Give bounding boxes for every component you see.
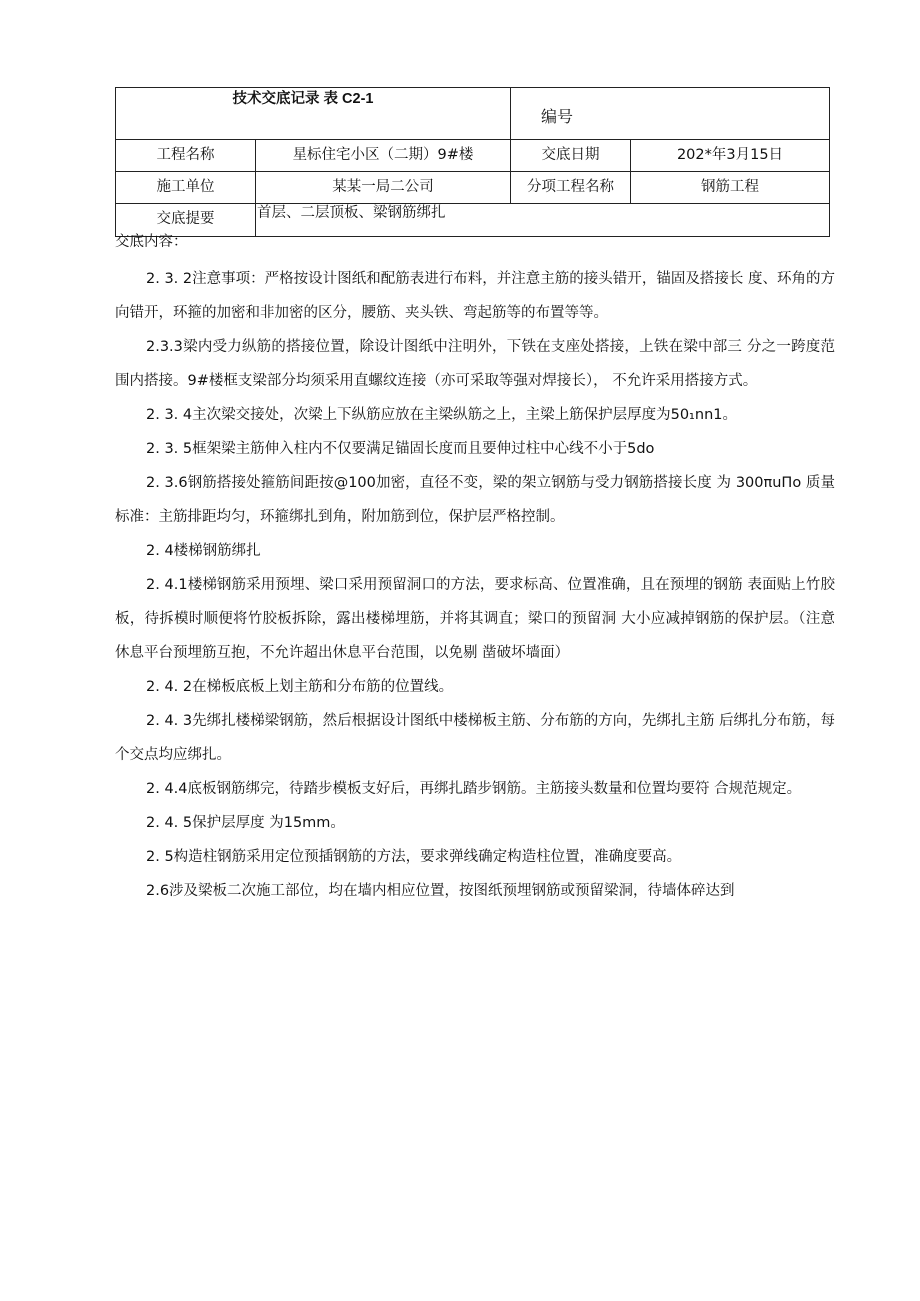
- paragraph: 2. 5构造柱钢筋采用定位预插钢筋的方法，要求弹线确定构造柱位置，准确度要高。: [146, 849, 682, 865]
- disclosure-content: [115, 262, 835, 908]
- paragraph: 2. 3. 5框架梁主筋伸入柱内不仅要满足锚固长度而且要伸过柱中心线不小于5do: [146, 441, 655, 457]
- paragraph: 2. 3.6钢筋搭接处箍筋间距按@100加密，直径不变，梁的架立钢筋与受力钢筋搭接长度 为 300πuΠo 质量标准：主筋排距均匀，环箍绑扎到角，附加筋到位，保护层严格控制。: [115, 475, 835, 525]
- date-label: 交底日期: [511, 140, 631, 172]
- disclosure-header-table: [115, 87, 830, 237]
- unit-label: 施工单位: [116, 172, 256, 204]
- paragraph: 2. 4. 3先绑扎楼梯梁钢筋，然后根据设计图纸中楼梯板主筋、分布筋的方向，先绑扎主筋 后绑扎分布筋，每个交点均应绑扎。: [115, 713, 835, 763]
- subproject-value: 钢筋工程: [631, 172, 830, 204]
- paragraph: 2. 4. 5保护层厚度 为15mm。: [146, 815, 345, 831]
- subproject-label: 分项工程名称: [511, 172, 631, 204]
- paragraph: 2.6涉及梁板二次施工部位，均在墙内相应位置，按图纸预埋钢筋或预留梁洞，待墙体碎达到: [146, 883, 735, 899]
- date-value: 202*年3月15日: [631, 140, 830, 172]
- form-title: 技术交底记录 表 C2-1: [116, 88, 511, 140]
- content-heading: 交底内容：: [115, 234, 188, 250]
- paragraph: 2. 4楼梯钢筋绑扎: [146, 543, 261, 559]
- paragraph: 2. 3. 2注意事项：严格按设计图纸和配筋表进行布料，并注意主筋的接头错开，锚固及搭接长 度、环角的方向错开，环箍的加密和非加密的区分，腰筋、夹头铁、弯起筋等的布置等等。: [115, 271, 835, 321]
- paragraph: 2. 4. 2在梯板底板上划主筋和分布筋的位置线。: [146, 679, 454, 695]
- code-label: 编号: [511, 88, 830, 140]
- summary-label: 交底提要: [116, 204, 256, 237]
- paragraph: 2. 3. 4主次梁交接处，次梁上下纵筋应放在主梁纵筋之上，主梁上筋保护层厚度为50₁nn1。: [146, 407, 737, 423]
- paragraph: 2.3.3梁内受力纵筋的搭接位置，除设计图纸中注明外，下铁在支座处搭接，上铁在梁中部三 分之一跨度范围内搭接。9#楼框支梁部分均须采用直螺纹连接（亦可采取等强对焊接长）， 不允许采用搭接方式。: [115, 339, 835, 389]
- paragraph: 2. 4.1楼梯钢筋采用预埋、梁口采用预留洞口的方法，要求标高、位置准确，且在预埋的钢筋 表面贴上竹胶板，待拆模时顺便将竹胶板拆除，露出楼梯埋筋，并将其调直；梁口的预留洞 大小应减掉钢筋的保护层。（注意休息平台预埋筋互抱，不允许超出休息平台范围，以免剔 凿破坏墙面）: [115, 577, 835, 661]
- paragraph: 2. 4.4底板钢筋绑完，待踏步模板支好后，再绑扎踏步钢筋。主筋接头数量和位置均要符 合规范规定。: [146, 781, 802, 797]
- project-name-label: 工程名称: [116, 140, 256, 172]
- project-name-value: 星标住宅小区（二期）9#楼: [256, 140, 511, 172]
- unit-value: 某某一局二公司: [256, 172, 511, 204]
- summary-value: 首层、二层顶板、梁钢筋绑扎: [256, 204, 830, 237]
